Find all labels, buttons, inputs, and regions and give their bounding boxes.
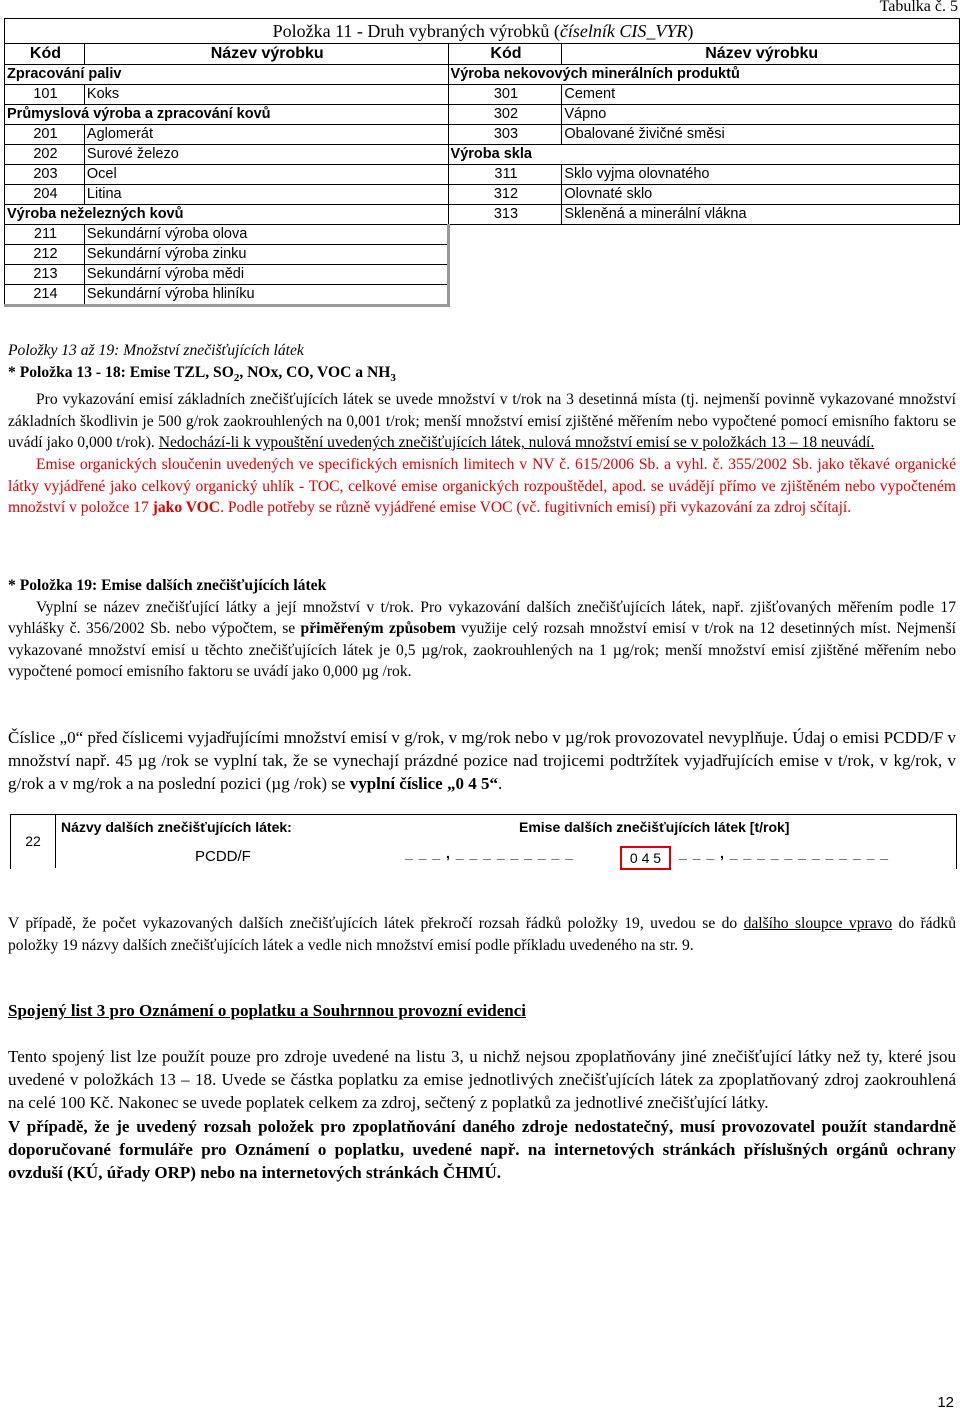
paragraph-zero-digits: Číslice „0“ před číslicemi vyjadřujícími množství emisí v g/rok, v mg/rok nebo v µg/rok provozovatel nevyplňuje. Údaj o emisi PCDD/F v množství např. 45 µg /rok se vyplní tak, že se vynechají prázdné pozice nad trojicemi podtržítek vyjadřujících emise v t/rok, v kg/rok, v g/rok a v mg/rok a na poslední pozici (µg /rok) se vyplní číslice „0 4 5“. — [8, 728, 956, 794]
name-cell: Aglomerát — [84, 125, 448, 145]
code-cell: 211 — [5, 225, 85, 245]
table-row — [5, 265, 960, 285]
header-code-left: Kód — [5, 44, 85, 65]
section-item-19 — [8, 575, 956, 683]
header-name-right: Název výrobku — [562, 44, 960, 65]
product-codes-table — [4, 18, 960, 307]
table-row — [5, 105, 960, 125]
paragraph: Pro vykazování emisí základních znečišťujících látek se uvede množství v t/rok na 3 desetinná místa (tj. nejmenší povinně vykazované množství základních škodlivin je 500 g/rok zaokrouhlených na 0,001 t/rok; menší množství emisí zjištěné měřením nebo vypočtené pomocí emisního faktoru se uvádí jako 0,000 t/rok). Nedochází-li k vypouštění uvedených znečišťujících látek, nulová množství emisí se v položkách 13 – 18 neuvádí. — [8, 391, 956, 452]
section-heading: Spojený list 3 pro Oznámení o poplatku a Souhrnnou provozní evidenci — [8, 1001, 526, 1020]
example-substance: PCDD/F — [195, 848, 251, 865]
header-name-left: Název výrobku — [84, 44, 448, 65]
paragraph: Tento spojený list lze použít pouze pro zdroje uvedené na listu 3, u nichž nejsou zpoplatňovány jiné znečišťující látky než ty, které jsou uvedené v položkách 13 – 18. Uvede se částka poplatku za emise jednotlivých znečišťujících látek za zpoplatňovaný zdroj zaokrouhlená na celé 100 Kč. Nakonec se uvede poplatek celkem za zdroj, sečtený z poplatků za jednotlivé znečišťující látky. — [8, 1047, 956, 1113]
table-row — [5, 225, 960, 245]
name-cell: Olovnaté sklo — [562, 185, 960, 205]
code-cell: 204 — [5, 185, 85, 205]
table-row — [5, 285, 960, 306]
example-row-number: 22 — [11, 815, 56, 868]
table-row — [5, 245, 960, 265]
group-cell: Průmyslová výroba a zpracování kovů — [5, 105, 449, 125]
table-row — [5, 85, 960, 105]
name-cell: Surové železo — [84, 145, 448, 165]
name-cell: Sekundární výroba olova — [84, 225, 448, 245]
name-cell: Sekundární výroba mědi — [84, 265, 448, 285]
name-cell: Cement — [562, 85, 960, 105]
group-cell: Výroba neželezných kovů — [5, 205, 449, 225]
table-header-row — [5, 44, 960, 65]
code-cell: 212 — [5, 245, 85, 265]
name-cell: Ocel — [84, 165, 448, 185]
name-cell: Skleněná a minerální vlákna — [562, 205, 960, 225]
code-cell: 101 — [5, 85, 85, 105]
name-cell: Koks — [84, 85, 448, 105]
code-cell: 203 — [5, 165, 85, 185]
example-right-dashes: _ _ _ , _ _ _ _ _ _ _ _ _ _ _ _ — [679, 845, 890, 861]
table-title: Položka 11 - Druh vybraných výrobků (číselník CIS_VYR) — [5, 19, 960, 44]
code-cell: 303 — [448, 125, 562, 145]
section-heading: * Položka 19: Emise dalších znečišťujících látek — [8, 577, 327, 594]
name-cell: Sekundární výroba zinku — [84, 245, 448, 265]
name-cell: Vápno — [562, 105, 960, 125]
table-row — [5, 145, 960, 165]
group-cell: Výroba nekovových minerálních produktů — [448, 65, 959, 85]
example-form-row — [10, 814, 957, 869]
section-joint-sheet-3-body — [8, 1045, 956, 1184]
example-value-box: 0 4 5 — [620, 846, 671, 870]
code-cell: 312 — [448, 185, 562, 205]
paragraph-bold: V případě, že je uvedený rozsah položek pro zpoplatňování daného zdroje nedostatečný, musí provozovatel použít standardně doporučované formuláře pro Oznámení o poplatku, uvedené např. na internetových stránkách příslušných orgánů ochrany ovzduší (KÚ, úřady ORP) nebo na internetových stránkách ČHMÚ. — [8, 1116, 956, 1183]
code-cell: 301 — [448, 85, 562, 105]
code-cell: 213 — [5, 265, 85, 285]
table-row — [5, 185, 960, 205]
group-cell: Výroba skla — [448, 145, 959, 165]
paragraph: Vyplní se název znečišťující látky a její množství v t/rok. Pro vykazování dalších znečišťujících látek, např. zjišťovaných měřením podle 17 vyhlášky č. 356/2002 Sb. nebo výpočtem, se přiměřeným způsobem využije celý rozsah množství emisí v t/rok na 12 desetinných míst. Nejmenší vykazované množství emisí u těchto znečišťujících látek je 0,5 µg/rok, zaokrouhlených na 1 µg/rok; menší množství emisí zjištěné měřením nebo vypočtené pomocí emisního faktoru se uvádí jako 0,000 µg /rok. — [8, 598, 956, 681]
table-label: Tabulka č. 5 — [879, 0, 958, 15]
header-code-right: Kód — [448, 44, 562, 65]
code-cell: 313 — [448, 205, 562, 225]
page-number: 12 — [937, 1394, 954, 1411]
code-cell: 201 — [5, 125, 85, 145]
example-left-dashes: _ _ _ , _ _ _ _ _ _ _ _ _ — [405, 845, 574, 861]
table-row — [5, 205, 960, 225]
name-cell: Sekundární výroba hliníku — [84, 285, 448, 306]
subsection-heading: * Položka 13 - 18: Emise TZL, $SO_2$, NOx, CO, VOC a $NH_3$ — [8, 363, 396, 384]
code-cell: 311 — [448, 165, 562, 185]
section-heading: Položky 13 až 19: Množství znečišťujících látek — [8, 342, 304, 359]
name-cell: Sklo vyjma olovnatého — [562, 165, 960, 185]
code-cell: 214 — [5, 285, 85, 306]
paragraph-red: Emise organických sloučenin uvedených ve specifických emisních limitech v NV č. 615/2006 Sb. a vyhl. č. 355/2002 Sb. jako těkavé organické látky vyjádřené jako celkový organický uhlík - TOC, celkové emise organických rozpouštědel, apod. se uvádějí přímo ve zjištěném nebo vypočteném množství v položce 17 jako VOC. Podle potřeby se různě vyjádřené emise VOC (vč. fugitivních emisí) při vykazování za zdroj sčítají. — [8, 456, 956, 517]
example-emission-label: Emise dalších znečišťujících látek [t/rok] — [519, 819, 790, 835]
paragraph-overflow-rows: V případě, že počet vykazovaných dalších znečišťujících látek překročí rozsah řádků položky 19, uvedou se do dalšího sloupce vpravo do řádků položky 19 názvy dalších znečišťujících látek a vedle nich množství emisí podle příkladu uvedeného na str. 9. — [8, 915, 956, 954]
code-cell: 302 — [448, 105, 562, 125]
code-cell: 202 — [5, 145, 85, 165]
section-joint-sheet-3 — [8, 999, 956, 1022]
name-cell: Obalované živičné směsi — [562, 125, 960, 145]
table-row — [5, 165, 960, 185]
section-items-13-19 — [8, 340, 956, 519]
name-cell: Litina — [84, 185, 448, 205]
table-row — [5, 125, 960, 145]
group-cell: Zpracování paliv — [5, 65, 449, 85]
example-names-label: Názvy dalších znečišťujících látek: — [61, 819, 292, 835]
table-row — [5, 65, 960, 85]
